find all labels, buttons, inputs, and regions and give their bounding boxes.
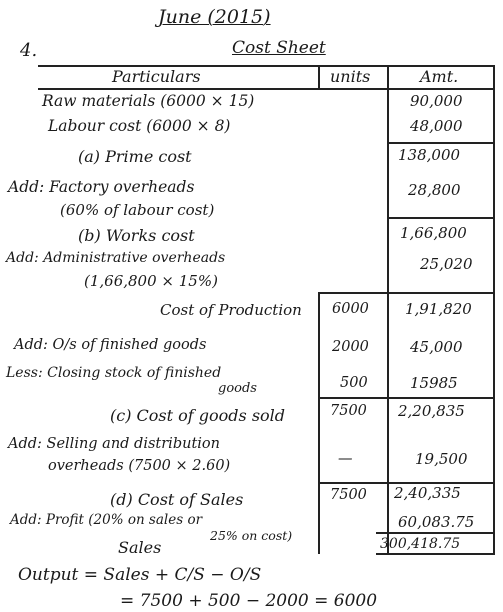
row-particular-closing-stock: Less: Closing stock of finished [6, 365, 222, 381]
row-particular-cost-of-goods-sold: (c) Cost of goods sold [110, 406, 286, 425]
row-amount-profit: 60,083.75 [398, 513, 475, 531]
row-amount-raw-materials: 90,000 [410, 92, 463, 110]
row-particular-labour-cost: Labour cost (6000 × 8) [48, 117, 231, 135]
row-particular-cost-of-production: Cost of Production [160, 301, 302, 319]
output-equation-result: = 7500 + 500 − 2000 = 6000 [120, 591, 378, 611]
row-particular-admin-overheads: Add: Administrative overheads [6, 250, 226, 266]
row-amount-selling-overheads: 19,500 [415, 450, 468, 468]
row-units-closing-stock: 500 [340, 375, 368, 391]
units-column-left-rule [318, 65, 320, 89]
sales-total-rule [376, 532, 493, 534]
row-amount-labour-cost: 48,000 [410, 117, 463, 135]
table-header-rule [38, 88, 495, 90]
row-units-opening-stock: 2000 [332, 339, 369, 355]
row-amount-cost-of-goods-sold: 2,20,835 [398, 402, 465, 420]
row-particular-factory-overheads: Add: Factory overheads [8, 178, 195, 196]
row-amount-sales: 300,418.75 [380, 536, 461, 552]
row-amount-factory-overheads: 28,800 [408, 181, 461, 199]
row-amount-works-cost: 1,66,800 [400, 224, 467, 242]
row-units-cost-of-goods-sold: 7500 [330, 403, 367, 419]
col-header-amount: Amt. [420, 67, 459, 86]
row-particular-sales: Sales [118, 538, 162, 557]
row-particular-profit-note: 25% on cost) [210, 528, 293, 543]
row-particular-cost-of-sales: (d) Cost of Sales [110, 490, 244, 509]
row-units-selling-overheads: — [338, 451, 353, 467]
sales-total-rule-bottom [376, 553, 493, 555]
row-particular-factory-overheads-note: (60% of labour cost) [60, 201, 215, 219]
row-amount-cost-of-sales: 2,40,335 [394, 484, 461, 502]
question-number: 4. [20, 40, 38, 61]
row-particular-closing-stock-goods: goods [218, 381, 257, 396]
works-cost-rule [387, 217, 493, 219]
row-particular-profit: Add: Profit (20% on sales or [10, 512, 203, 528]
row-particular-selling-overheads: Add: Selling and distribution [8, 436, 220, 452]
row-units-cost-of-sales: 7500 [330, 487, 367, 503]
output-equation: Output = Sales + C/S − O/S [18, 565, 262, 585]
row-amount-admin-overheads: 25,020 [420, 255, 473, 273]
row-units-cost-of-production: 6000 [332, 301, 369, 317]
row-amount-opening-stock: 45,000 [410, 338, 463, 356]
row-particular-opening-stock: Add: O/s of finished goods [14, 337, 207, 353]
row-amount-cost-of-production: 1,91,820 [405, 300, 472, 318]
col-header-particulars: Particulars [112, 67, 201, 86]
row-particular-raw-materials: Raw materials (6000 × 15) [42, 92, 255, 110]
units-column-left-rule-lower [318, 292, 320, 554]
row-amount-closing-stock: 15985 [410, 374, 458, 392]
row-amount-prime-cost: 138,000 [398, 146, 461, 164]
table-right-rule [493, 65, 495, 555]
row-particular-works-cost: (b) Works cost [78, 226, 195, 245]
cost-of-goods-sold-rule [318, 397, 493, 399]
page-title: June (2015) [158, 6, 271, 28]
col-header-units: units [330, 67, 371, 86]
cost-sheet-heading: Cost Sheet [232, 38, 326, 58]
prime-cost-rule [387, 142, 493, 144]
cost-of-production-rule [318, 292, 493, 294]
row-particular-admin-overheads-note: (1,66,800 × 15%) [84, 272, 218, 290]
row-particular-selling-overheads-note: overheads (7500 × 2.60) [48, 458, 231, 474]
row-particular-prime-cost: (a) Prime cost [78, 147, 192, 166]
